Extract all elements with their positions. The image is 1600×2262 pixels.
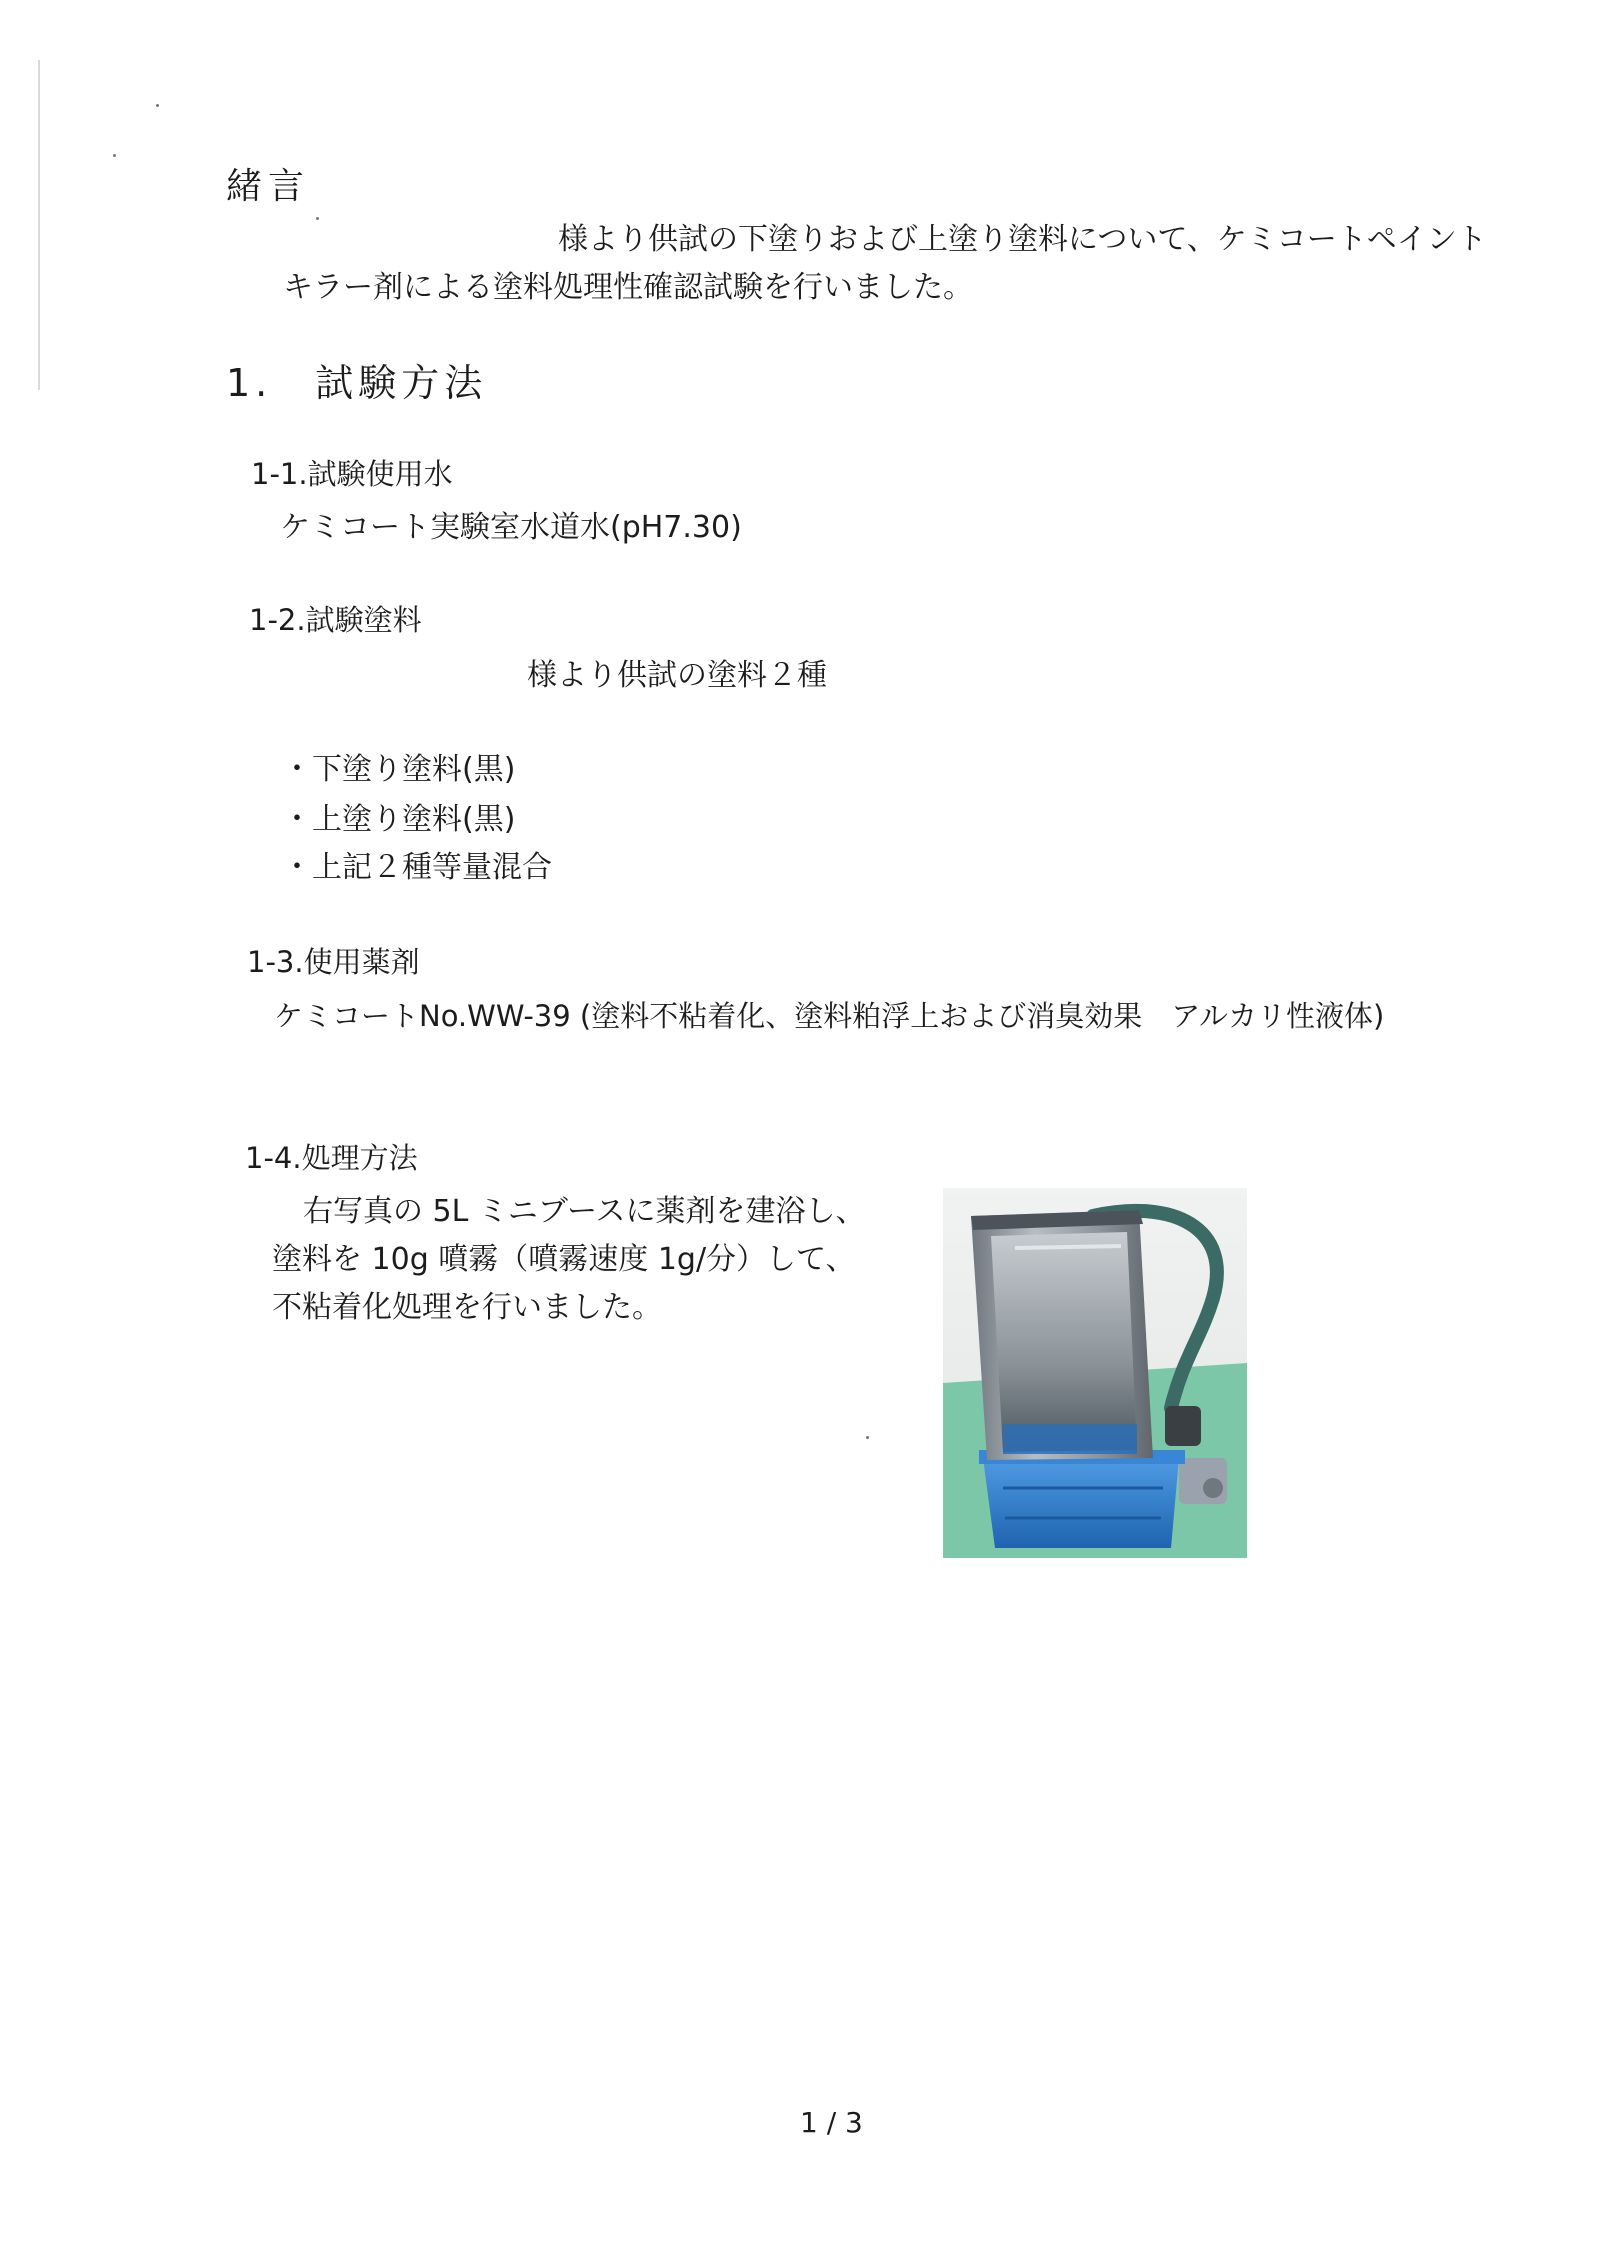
booth-water [1003, 1424, 1137, 1454]
intro-title: 緒言 [226, 166, 311, 207]
sub3-text: ケミコートNo.WW-39 (塗料不粘着化、塗料粕浮上および消臭効果 アルカリ性液体) [274, 999, 1385, 1033]
sub4-line-2: 塗料を 10g 噴霧（噴霧速度 1g/分）して、 [272, 1242, 856, 1277]
intro-line-1: 様より供試の下塗りおよび上塗り塗料について、ケミコートペイント [558, 222, 1487, 257]
scan-edge-line [38, 60, 40, 390]
sub2-bullet-2: ・上塗り塗料(黒) [282, 802, 516, 837]
pump [1165, 1406, 1201, 1446]
sub2-bullet-1: ・下塗り塗料(黒) [282, 752, 516, 787]
mini-booth-illustration [943, 1188, 1247, 1558]
sub2-bullet-3: ・上記２種等量混合 [282, 850, 552, 885]
spray-bar [1015, 1246, 1121, 1248]
booth-interior [991, 1232, 1137, 1452]
sub3-heading: 1-3.使用薬剤 [247, 945, 420, 979]
page-number: 1 / 3 [800, 2106, 863, 2139]
mini-booth-photo [943, 1188, 1247, 1558]
scan-speck [866, 1436, 869, 1439]
blue-tub [983, 1458, 1179, 1548]
sub2-text: 様より供試の塗料２種 [527, 658, 827, 693]
sub1-heading: 1-1.試験使用水 [251, 457, 453, 491]
sub2-heading: 1-2.試験塗料 [249, 603, 422, 637]
valve-knob [1203, 1478, 1223, 1498]
section-title: 1. 試験方法 [226, 361, 488, 405]
sub1-text: ケミコート実験室水道水(pH7.30) [280, 510, 742, 545]
sub4-line-1: 右写真の 5L ミニブースに薬剤を建浴し、 [303, 1194, 866, 1229]
scan-speck [113, 154, 116, 157]
sub4-line-3: 不粘着化処理を行いました。 [272, 1290, 662, 1325]
sub4-heading: 1-4.処理方法 [245, 1141, 418, 1175]
scan-speck [156, 104, 159, 107]
scan-speck [316, 217, 319, 220]
intro-line-2: キラー剤による塗料処理性確認試験を行いました。 [283, 270, 973, 305]
